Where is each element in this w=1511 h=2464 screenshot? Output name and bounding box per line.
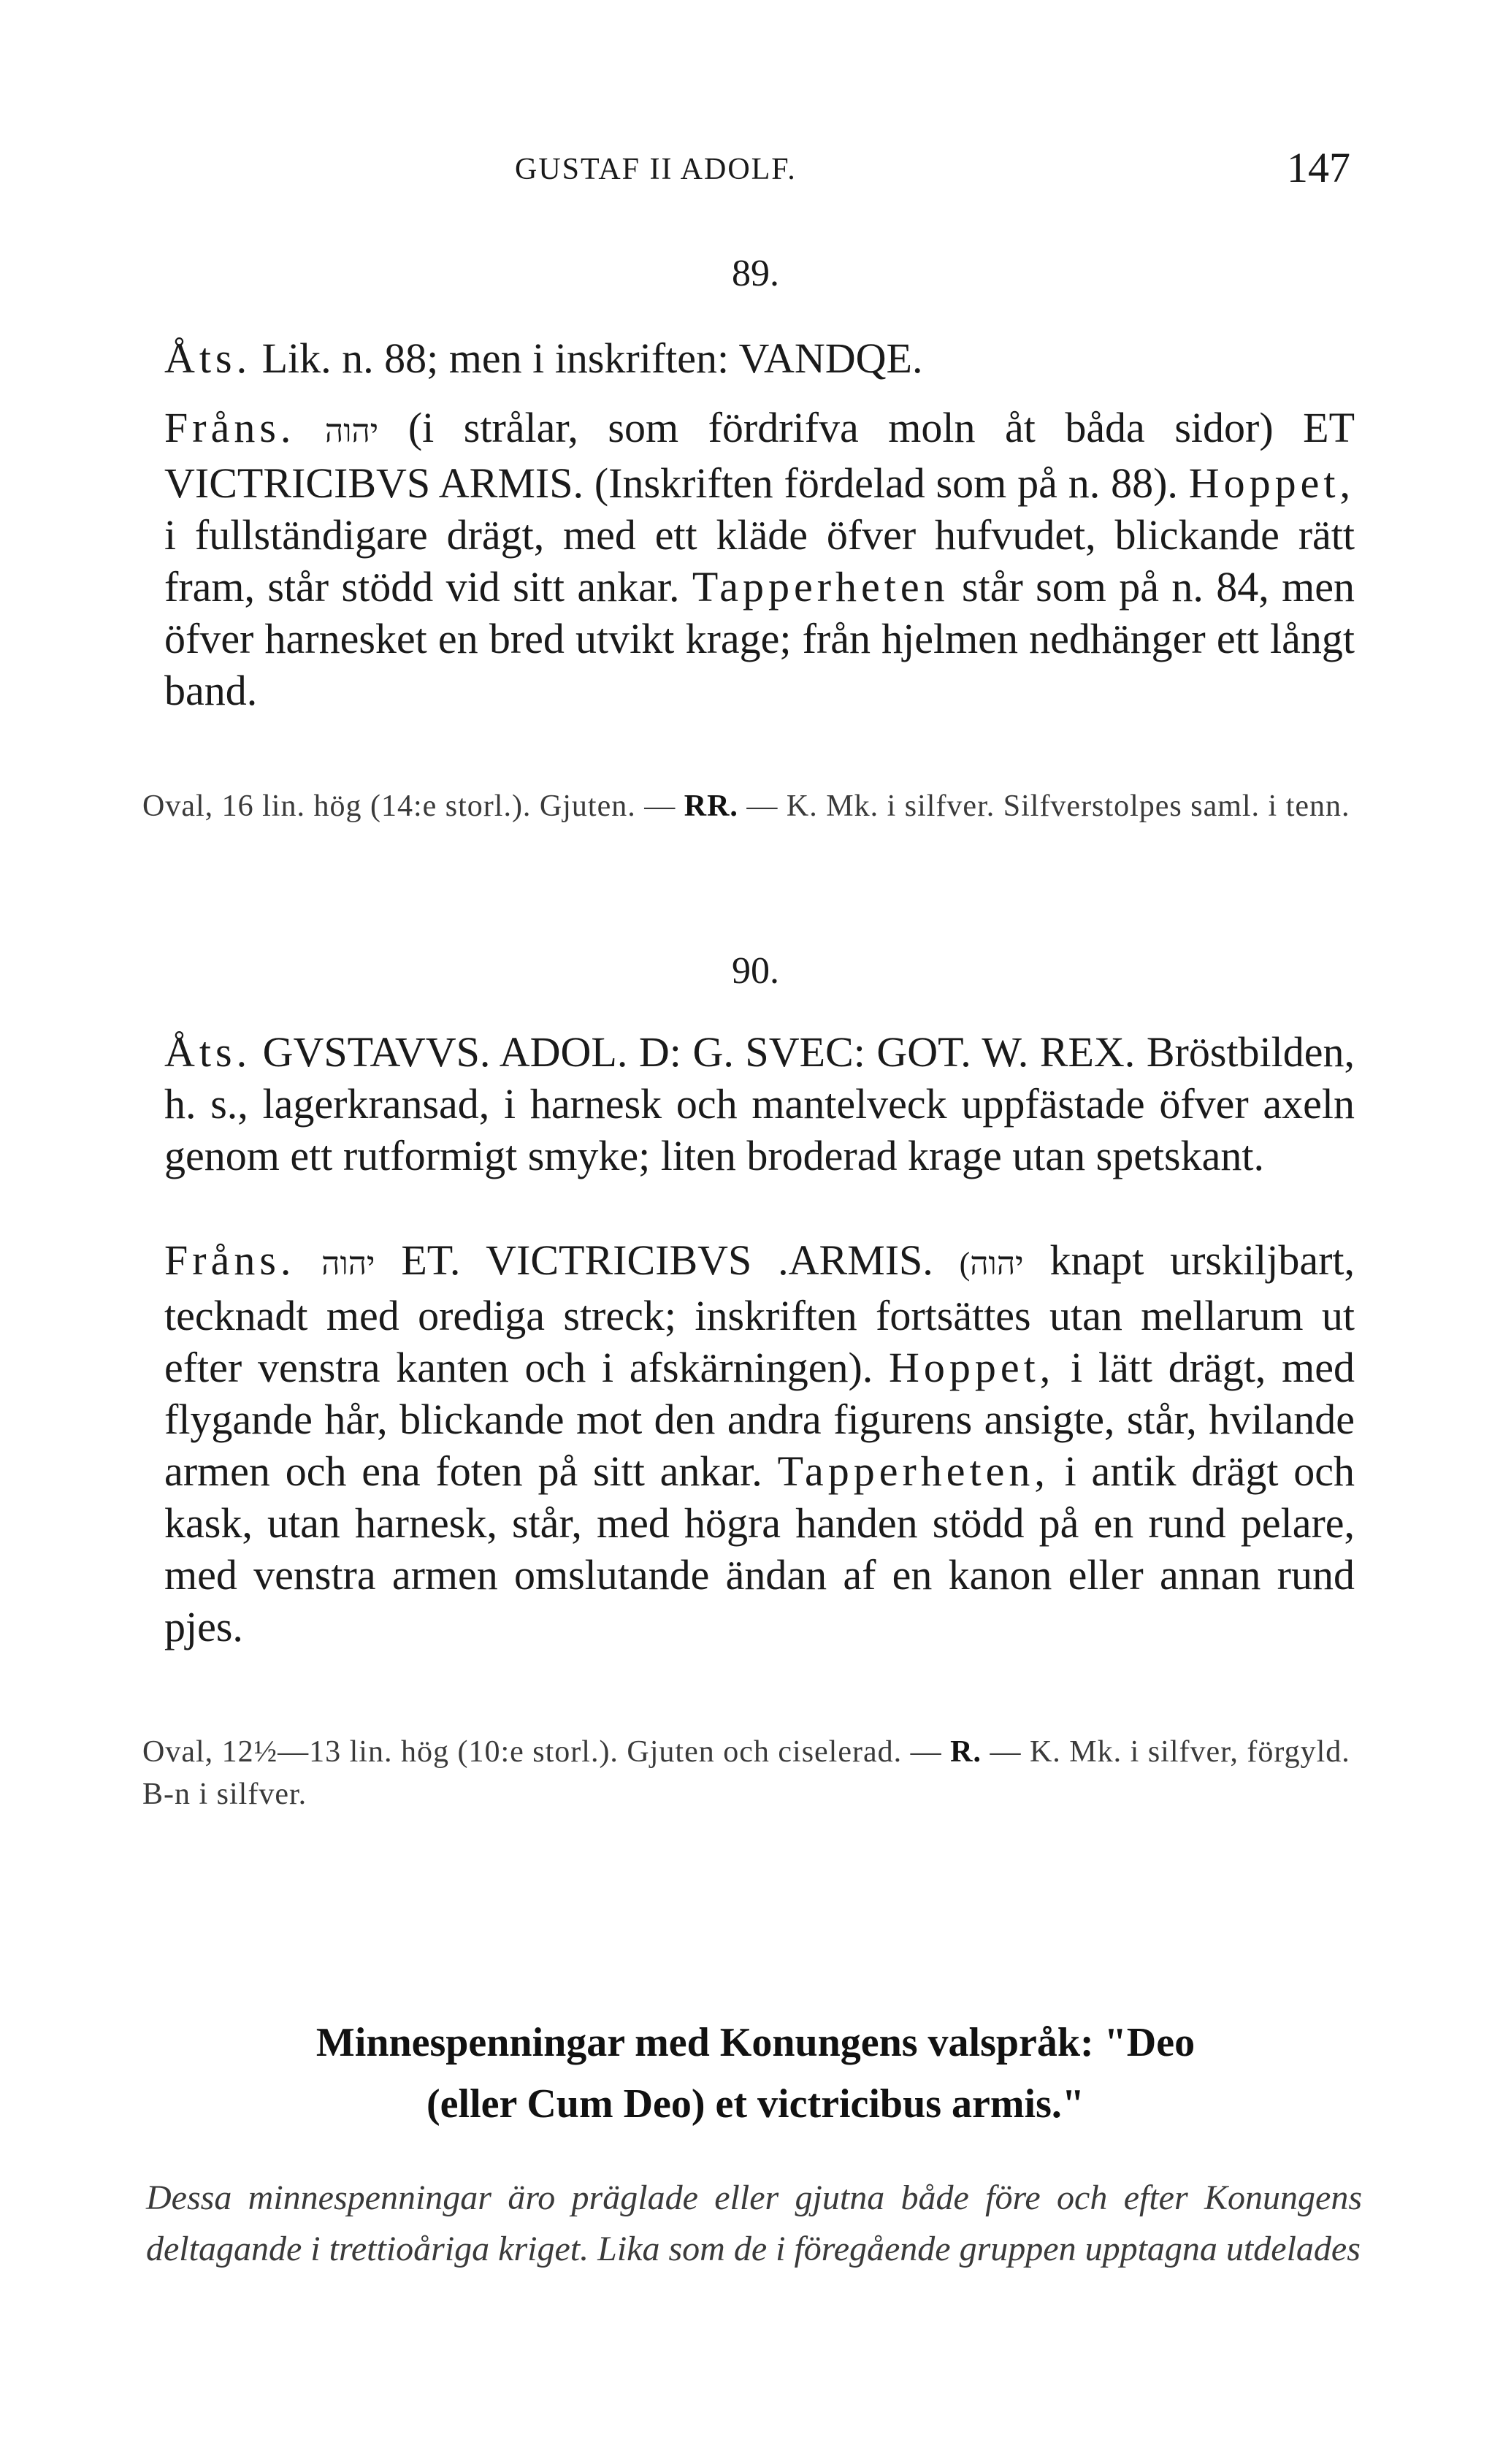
entry-90-note xyxy=(58,1731,1355,1816)
section-intro: Dessa minnespenningar äro präglade eller gjutna både före och efter Konungens deltagande i trettioåriga kriget. Lika som de i föregående gruppen upptagna utdelades xyxy=(146,2178,1362,2268)
reverse-text-1: (i strålar, som fördrifva moln åt båda sidor) ET VICTRICIBVS ARMIS. (Inskriften fördelad som på n. 88). xyxy=(164,404,1355,507)
reverse-text-3: står som på n. 84, men öfver harnesket en bred utvikt krage; från hjelmen nedhänger ett långt band. xyxy=(164,563,1355,714)
reverse-text-1: ET. VICTRICIBVS .ARMIS. xyxy=(401,1236,933,1284)
entry-89-reverse xyxy=(58,402,1355,716)
note-89-rarity: RR. xyxy=(684,789,738,823)
note-90-part2: — K. Mk. i silfver, förgyld. B-n i silfver. xyxy=(142,1735,1350,1811)
section-heading xyxy=(0,2012,1511,2135)
obverse-text: Lik. n. 88; men i inskriften: VANDQE. xyxy=(261,334,923,382)
note-89-part2: — K. Mk. i silfver. Silfverstolpes saml. i tenn. xyxy=(746,789,1350,823)
tapperheten-label: Tapperheten, xyxy=(777,1447,1049,1495)
section-heading-line1: Minnespenningar med Konungens valspråk: "Deo xyxy=(315,2020,1196,2065)
tapperheten-label: Tapperheten xyxy=(692,563,949,611)
reverse-label: Fråns. xyxy=(164,404,296,451)
note-89-part1: Oval, 16 lin. hög (14:e storl.). Gjuten. — xyxy=(142,789,676,823)
obverse-text-1: GVSTAVVS. ADOL. D: G. SVEC: GOT. W. REX. xyxy=(262,1028,1136,1076)
reverse-label: Fråns. xyxy=(164,1236,296,1284)
entry-90-reverse xyxy=(58,1234,1355,1653)
hoppet-label: Hoppet, xyxy=(1188,459,1355,507)
hebrew-tetragrammaton: יהוה xyxy=(324,413,379,449)
section-heading-line2: (eller Cum Deo) et victricibus armis." xyxy=(426,2081,1085,2127)
note-90-part1: Oval, 12½—13 lin. hög (10:e storl.). Gjuten och ciselerad. — xyxy=(142,1735,942,1769)
reverse-text-2: knapt urskiljbart, tecknadt med orediga streck; inskriften fortsättes utan mellarum ut efter venstra kanten och i afskärningen). xyxy=(164,1236,1355,1391)
entry-number-89: 89. xyxy=(732,253,779,294)
hebrew-tetragrammaton: יהוה xyxy=(321,1246,375,1282)
reverse-text-2: i fullständigare drägt, med ett kläde öfver hufvudet, blickande rätt fram, står stödd vid sitt ankar. xyxy=(164,511,1355,611)
page-number: 147 xyxy=(1287,144,1350,191)
obverse-text-2: Bröstbilden, h. s., lagerkransad, i harnesk och mantelveck uppfästade öfver axeln genom ett rutformigt smyke; liten broderad krage utan spetskant. xyxy=(164,1028,1355,1179)
entry-number-90: 90. xyxy=(732,950,779,992)
note-90-rarity: R. xyxy=(950,1735,982,1769)
obverse-label: Åts. xyxy=(164,334,252,382)
reverse-text-3: i lätt drägt, med flygande hår, blickande mot den andra figurens ansigte, står, hvilande armen och ena foten på sitt ankar. xyxy=(164,1344,1355,1495)
reverse-text-4: i antik drägt och kask, utan harnesk, står, med högra handen stödd på en rund pelare, med venstra armen omslutande ändan af en kanon eller annan rund pjes. xyxy=(164,1447,1355,1650)
entry-89-obverse xyxy=(58,332,1355,384)
entry-89-note xyxy=(58,785,1355,827)
hebrew-tetragrammaton-2: (יהוה xyxy=(959,1246,1024,1282)
hoppet-label: Hoppet, xyxy=(889,1344,1055,1391)
entry-90-obverse xyxy=(58,1026,1355,1182)
obverse-label: Åts. xyxy=(164,1028,252,1076)
running-title: GUSTAF II ADOLF. xyxy=(515,153,797,186)
